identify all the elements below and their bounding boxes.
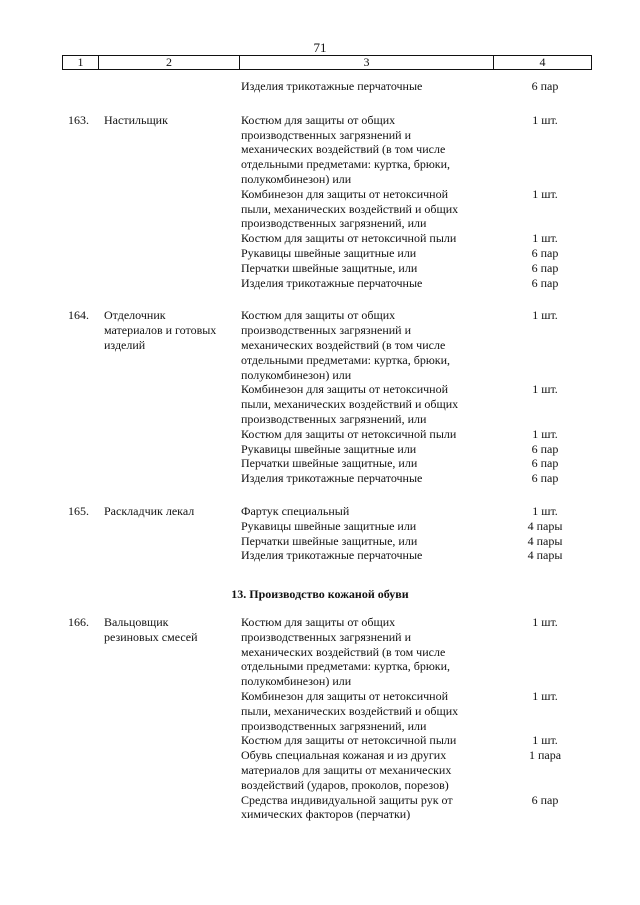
item-text: механических воздействий (в том числе <box>241 142 446 157</box>
item-qty: 6 пар <box>531 456 559 471</box>
item-qty: 4 пары <box>527 533 563 548</box>
item-text: производственных загрязнений и <box>241 127 412 142</box>
row-profession: Вальцовщик <box>104 615 169 629</box>
item-text: отдельными предметами: куртка, брюки, <box>241 157 451 172</box>
row-number: 164. <box>68 308 89 323</box>
item-text: механических воздействий (в том числе <box>241 338 446 352</box>
table-header <box>62 55 592 70</box>
item-text: Изделия трикотажные перчаточные <box>241 275 423 290</box>
item-text: Костюм для защиты от нетоксичной пыли <box>241 231 457 246</box>
item-qty: 1 шт. <box>532 382 558 397</box>
item-qty: 1 шт. <box>532 308 558 323</box>
item-text: Перчатки швейные защитные, или <box>241 533 418 548</box>
item-text: Костюм для защиты от нетоксичной пыли <box>241 426 457 441</box>
item-text: отдельными предметами: куртка, брюки, <box>241 659 451 674</box>
row-number: 163. <box>68 112 89 127</box>
item-qty: 6 пар <box>531 275 559 290</box>
item-text: Комбинезон для защиты от нетоксичной <box>241 382 449 397</box>
item-text: Рукавицы швейные защитные или <box>241 246 417 260</box>
item-qty: 6 пар <box>531 792 559 807</box>
item-qty: 6 пар <box>531 79 559 93</box>
item-text: механических воздействий (в том числе <box>241 644 446 659</box>
row-profession: Настильщик <box>104 112 168 127</box>
header-col-4: 4 <box>539 55 546 69</box>
item-text: пыли, механических воздействий и общих <box>241 703 459 718</box>
row-number: 165. <box>68 504 89 518</box>
item-text: химических факторов (перчатки) <box>241 807 411 822</box>
item-text: Костюм для защиты от нетоксичной пыли <box>241 733 457 748</box>
item-text: производственных загрязнений, или <box>241 412 427 426</box>
item-qty: 6 пар <box>531 471 559 486</box>
item-text: полукомбинезон) или <box>241 172 352 186</box>
header-col-2: 2 <box>99 56 240 69</box>
item-qty: 1 шт. <box>532 733 558 748</box>
item-text: Костюм для защиты от общих <box>241 615 396 629</box>
item-text: Обувь специальная кожаная и из других <box>241 748 447 763</box>
item-qty: 1 шт. <box>532 615 558 629</box>
item-text: материалов для защиты от механических <box>241 763 452 777</box>
item-qty: 6 пар <box>531 246 559 260</box>
item-text: пыли, механических воздействий и общих <box>241 397 459 412</box>
item-text: производственных загрязнений и <box>241 629 412 644</box>
row-profession: резиновых смесей <box>104 629 198 644</box>
item-text: Изделия трикотажные перчаточные <box>241 79 423 93</box>
item-text: Костюм для защиты от общих <box>241 308 396 323</box>
item-qty: 1 шт. <box>532 426 558 441</box>
item-text: производственных загрязнений и <box>241 323 412 338</box>
item-text: Комбинезон для защиты от нетоксичной <box>241 689 449 703</box>
row-profession: изделий <box>104 338 146 352</box>
item-text: производственных загрязнений, или <box>241 718 427 733</box>
row-profession: Отделочник <box>104 308 166 323</box>
item-text: Рукавицы швейные защитные или <box>241 441 417 456</box>
item-qty: 1 пара <box>528 748 562 763</box>
section-title: 13. Производство кожаной обуви <box>231 587 409 602</box>
item-text: Изделия трикотажные перчаточные <box>241 471 423 486</box>
item-text: Фартук специальный <box>241 504 350 518</box>
item-text: полукомбинезон) или <box>241 367 352 382</box>
item-qty: 1 шт. <box>532 112 558 127</box>
header-col-1: 1 <box>63 56 99 69</box>
item-qty: 1 шт. <box>532 186 558 201</box>
item-text: Средства индивидуальной защиты рук от <box>241 792 453 807</box>
item-text: Комбинезон для защиты от нетоксичной <box>241 186 449 201</box>
item-text: полукомбинезон) или <box>241 674 352 689</box>
item-text: Костюм для защиты от общих <box>241 112 396 127</box>
header-col-3: 3 <box>240 56 494 69</box>
item-text: воздействий (ударов, проколов, порезов) <box>241 777 449 792</box>
row-number: 166. <box>68 615 89 629</box>
row-profession: материалов и готовых <box>104 323 217 338</box>
row-profession: Раскладчик лекал <box>104 504 195 518</box>
item-qty: 6 пар <box>531 260 559 275</box>
item-qty: 1 шт. <box>532 231 558 246</box>
item-qty: 1 шт. <box>532 689 558 703</box>
item-text: Перчатки швейные защитные, или <box>241 456 418 471</box>
item-text: пыли, механических воздействий и общих <box>241 201 459 216</box>
item-text: Перчатки швейные защитные, или <box>241 260 418 275</box>
item-qty: 4 пары <box>527 518 563 533</box>
item-text: Изделия трикотажные перчаточные <box>241 548 423 563</box>
item-text: производственных загрязнений, или <box>241 216 427 231</box>
item-qty: 4 пары <box>527 548 563 563</box>
item-qty: 6 пар <box>531 441 559 456</box>
item-qty: 1 шт. <box>532 504 558 518</box>
item-text: отдельными предметами: куртка, брюки, <box>241 352 451 367</box>
item-text: Рукавицы швейные защитные или <box>241 518 417 533</box>
page-number: 71 <box>313 40 327 55</box>
